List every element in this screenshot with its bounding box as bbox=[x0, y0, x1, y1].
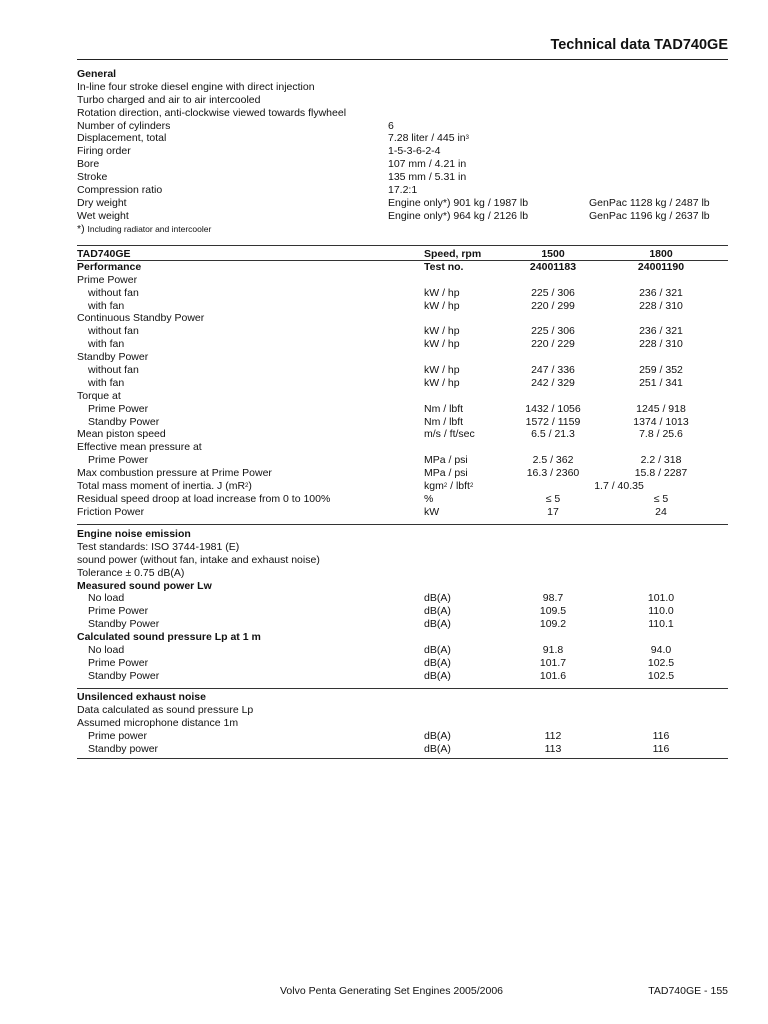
unit-cell: kW / hp bbox=[424, 376, 460, 389]
spec-label: Number of cylinders bbox=[77, 119, 171, 132]
spec-row bbox=[77, 132, 728, 145]
param-label: Prime Power bbox=[88, 605, 149, 618]
param-label: with fan bbox=[88, 299, 125, 312]
unit-cell: % bbox=[424, 492, 434, 505]
subsection-heading: Calculated sound pressure Lp at 1 m bbox=[77, 631, 261, 644]
value-1800: 228 / 310 bbox=[639, 338, 683, 351]
table-row bbox=[77, 592, 728, 605]
unit-cell: kW / hp bbox=[424, 338, 460, 351]
param-label: Standby Power bbox=[88, 618, 160, 631]
value-1500: 247 / 336 bbox=[531, 364, 575, 377]
value-1800: 15.8 / 2287 bbox=[634, 467, 688, 480]
unit-cell: dB(A) bbox=[424, 669, 451, 682]
param-label: No load bbox=[88, 644, 125, 657]
table-row bbox=[77, 467, 728, 480]
param-label: with fan bbox=[88, 338, 125, 351]
inertia-unit-a: kgm bbox=[424, 480, 444, 493]
value-1800: 1374 / 1013 bbox=[633, 415, 689, 428]
value-1500: 225 / 306 bbox=[531, 286, 575, 299]
value-1500: 220 / 299 bbox=[531, 299, 575, 312]
unit-cell: dB(A) bbox=[424, 729, 451, 742]
value-1500: 242 / 329 bbox=[531, 376, 575, 389]
spec-value-text: 17.2:1 bbox=[388, 184, 418, 197]
section-divider bbox=[77, 688, 728, 689]
value-1500: 109.5 bbox=[539, 605, 567, 618]
value-1800: 102.5 bbox=[647, 669, 675, 682]
param-label: Prime power bbox=[88, 729, 147, 742]
footnote-mark: *) bbox=[77, 222, 85, 235]
inertia-label bbox=[77, 480, 252, 492]
table-row bbox=[77, 454, 728, 467]
table-row bbox=[77, 338, 728, 351]
param-label: Torque at bbox=[77, 389, 121, 402]
spec-label: Bore bbox=[77, 158, 100, 171]
footer-publication: Volvo Penta Generating Set Engines 2005/2006 bbox=[280, 985, 504, 997]
noise-section bbox=[77, 528, 728, 683]
table-row bbox=[77, 567, 728, 580]
param-label: Tolerance ± 0.75 dB(A) bbox=[77, 566, 185, 579]
title-divider bbox=[77, 59, 728, 60]
footnote bbox=[77, 223, 728, 236]
table-row bbox=[77, 644, 728, 657]
inertia-unit bbox=[424, 480, 473, 493]
param-label: with fan bbox=[88, 376, 125, 389]
value-1800: 110.0 bbox=[648, 605, 674, 618]
performance-section bbox=[77, 248, 728, 519]
spec-value bbox=[388, 145, 441, 158]
general-line: In-line four stroke diesel engine with direct injection bbox=[77, 80, 315, 93]
param-label: without fan bbox=[88, 286, 139, 299]
spec-value-text: 7.28 liter / 445 in bbox=[388, 132, 466, 145]
value-1800: 259 / 352 bbox=[639, 364, 683, 377]
spec-value-text: Engine only*) 964 kg / 2126 lb bbox=[388, 209, 529, 222]
unit-cell: MPa / psi bbox=[424, 467, 468, 480]
param-label: Standby Power bbox=[88, 669, 160, 682]
value-1500: 1572 / 1159 bbox=[525, 415, 581, 428]
param-label: without fan bbox=[88, 325, 139, 338]
perf-header-row bbox=[77, 248, 728, 261]
unit-cell: Nm / lbft bbox=[424, 415, 464, 428]
section-divider bbox=[77, 758, 728, 759]
unit-cell: dB(A) bbox=[424, 618, 451, 631]
spec-value bbox=[388, 184, 417, 197]
value-1500: 101.6 bbox=[539, 669, 567, 682]
param-label: Max combustion pressure at Prime Power bbox=[77, 467, 272, 480]
table-row bbox=[77, 300, 728, 313]
general-heading: General bbox=[77, 68, 117, 80]
param-label: Prime Power bbox=[88, 656, 149, 669]
inertia-label-sup: 2 bbox=[245, 483, 249, 490]
rpm-1800: 1800 bbox=[649, 248, 673, 260]
subsection-heading: Engine noise emission bbox=[77, 528, 191, 540]
general-line: Rotation direction, anti-clockwise viewed towards flywheel bbox=[77, 106, 347, 119]
unit-cell: dB(A) bbox=[424, 592, 451, 605]
table-row bbox=[77, 580, 728, 593]
param-label: No load bbox=[88, 592, 125, 605]
footer-page-number: TAD740GE - 155 bbox=[648, 985, 728, 997]
table-row bbox=[77, 287, 728, 300]
inertia-row bbox=[77, 480, 728, 493]
table-row bbox=[77, 274, 728, 287]
value-1800: 1245 / 918 bbox=[636, 402, 686, 415]
table-row bbox=[77, 325, 728, 338]
spec-value-text: 135 mm / 5.31 in bbox=[388, 171, 467, 184]
value-1500: ≤ 5 bbox=[545, 492, 561, 505]
rpm-1500: 1500 bbox=[541, 248, 565, 260]
value-1800: 2.2 / 318 bbox=[640, 454, 682, 467]
section-divider bbox=[77, 524, 728, 525]
spec-row bbox=[77, 197, 728, 210]
param-label: Data calculated as sound pressure Lp bbox=[77, 703, 254, 716]
general-section bbox=[77, 68, 728, 236]
value-1500: 17 bbox=[547, 505, 559, 518]
spec-value-text: Engine only*) 901 kg / 1987 lb bbox=[388, 196, 529, 209]
unit-cell: kW bbox=[424, 505, 440, 518]
spec-value bbox=[388, 132, 469, 145]
subsection-heading: Performance bbox=[77, 260, 142, 273]
param-label: Friction Power bbox=[77, 505, 145, 518]
spec-value bbox=[388, 197, 528, 210]
spec-row bbox=[77, 120, 728, 133]
spec-value bbox=[388, 210, 528, 223]
param-label: without fan bbox=[88, 364, 139, 377]
value-1500: 112 bbox=[544, 729, 562, 742]
page-title: Technical data TAD740GE bbox=[550, 37, 728, 53]
unit-cell: MPa / psi bbox=[424, 454, 468, 467]
section-divider bbox=[77, 245, 728, 246]
unit-cell: kW / hp bbox=[424, 364, 460, 377]
table-row bbox=[77, 657, 728, 670]
value-1800: ≤ 5 bbox=[653, 492, 669, 505]
value-1800: 251 / 341 bbox=[639, 376, 683, 389]
value-1500: 1432 / 1056 bbox=[525, 402, 581, 415]
unit-cell: kW / hp bbox=[424, 286, 460, 299]
unit-cell: dB(A) bbox=[424, 605, 451, 618]
table-row bbox=[77, 428, 728, 441]
spec-value-sup: 3 bbox=[465, 135, 469, 142]
inertia-label-text: Total mass moment of inertia. J (mR bbox=[77, 480, 246, 493]
table-row bbox=[77, 631, 728, 644]
param-label: Prime Power bbox=[77, 273, 138, 286]
table-row bbox=[77, 506, 728, 519]
spec-label: Wet weight bbox=[77, 209, 129, 222]
value-1500: 101.7 bbox=[539, 656, 567, 669]
unit-cell: kW / hp bbox=[424, 299, 460, 312]
table-row bbox=[77, 730, 728, 743]
inertia-unit-sup1: 2 bbox=[443, 483, 448, 490]
value-1500: 24001183 bbox=[529, 260, 577, 273]
value-1500: 2.5 / 362 bbox=[532, 454, 574, 467]
subsection-heading: Measured sound power Lw bbox=[77, 579, 212, 592]
table-row bbox=[77, 554, 728, 567]
value-1800: 236 / 321 bbox=[639, 286, 683, 299]
unit-cell: dB(A) bbox=[424, 742, 451, 755]
table-row bbox=[77, 717, 728, 730]
spec-value-text: 6 bbox=[388, 119, 394, 132]
table-row bbox=[77, 377, 728, 390]
subsection-heading: Unsilenced exhaust noise bbox=[77, 691, 206, 703]
table-row bbox=[77, 312, 728, 325]
table-row bbox=[77, 691, 728, 704]
spec-label: Dry weight bbox=[77, 196, 127, 209]
table-row bbox=[77, 605, 728, 618]
table-row bbox=[77, 618, 728, 631]
param-label: Standby Power bbox=[77, 351, 149, 364]
value-1500: 98.7 bbox=[542, 592, 564, 605]
unit-cell: dB(A) bbox=[424, 656, 451, 669]
inertia-unit-b: / lbft bbox=[447, 480, 470, 493]
table-row bbox=[77, 704, 728, 717]
spec-genpac-value: GenPac 1128 kg / 2487 lb bbox=[589, 196, 710, 209]
spec-value bbox=[388, 120, 394, 133]
unit-cell: Nm / lbft bbox=[424, 402, 464, 415]
param-label: Test standards: ISO 3744-1981 (E) bbox=[77, 540, 240, 553]
general-line: Turbo charged and air to air intercooled bbox=[77, 93, 261, 106]
spec-value bbox=[388, 171, 466, 184]
spec-row bbox=[77, 145, 728, 158]
table-row bbox=[77, 541, 728, 554]
table-row bbox=[77, 261, 728, 274]
spec-label: Displacement, total bbox=[77, 132, 167, 145]
value-1800: 24001190 bbox=[637, 260, 685, 273]
unit-cell: Test no. bbox=[424, 260, 464, 273]
value-1500: 220 / 229 bbox=[531, 338, 575, 351]
value-1800: 236 / 321 bbox=[639, 325, 683, 338]
inertia-unit-sup2: 2 bbox=[469, 483, 474, 490]
table-row bbox=[77, 364, 728, 377]
table-row bbox=[77, 351, 728, 364]
param-label: sound power (without fan, intake and exhaust noise) bbox=[77, 553, 320, 566]
unit-cell: dB(A) bbox=[424, 644, 451, 657]
value-1800: 24 bbox=[655, 505, 667, 518]
param-label: Mean piston speed bbox=[77, 428, 166, 441]
spec-genpac-value: GenPac 1196 kg / 2637 lb bbox=[589, 209, 710, 222]
value-1800: 228 / 310 bbox=[639, 299, 683, 312]
table-row bbox=[77, 493, 728, 506]
footnote-text: Including radiator and intercooler bbox=[87, 223, 212, 234]
speed-label: Speed, rpm bbox=[424, 248, 482, 260]
value-1800: 102.5 bbox=[647, 656, 675, 669]
spec-label: Compression ratio bbox=[77, 184, 163, 197]
unit-cell: m/s / ft/sec bbox=[424, 428, 475, 441]
spec-value-text: 1-5-3-6-2-4 bbox=[388, 145, 441, 158]
table-row bbox=[77, 403, 728, 416]
value-1500: 16.3 / 2360 bbox=[526, 467, 580, 480]
spec-row bbox=[77, 184, 728, 197]
spec-value-text: 107 mm / 4.21 in bbox=[388, 158, 467, 171]
inertia-value: 1.7 / 40.35 bbox=[594, 480, 644, 493]
value-1800: 116 bbox=[652, 742, 670, 755]
param-label: Residual speed droop at load increase from 0 to 100% bbox=[77, 492, 331, 505]
param-label: Continuous Standby Power bbox=[77, 312, 205, 325]
model-name: TAD740GE bbox=[77, 248, 131, 260]
value-1500: 109.2 bbox=[539, 618, 567, 631]
param-label: Prime Power bbox=[88, 454, 149, 467]
exhaust-section bbox=[77, 691, 728, 755]
value-1500: 225 / 306 bbox=[531, 325, 575, 338]
table-row bbox=[77, 743, 728, 756]
table-row bbox=[77, 416, 728, 429]
value-1800: 101.0 bbox=[647, 592, 675, 605]
param-label: Standby power bbox=[88, 742, 159, 755]
spec-label: Stroke bbox=[77, 171, 108, 184]
value-1500: 91.8 bbox=[542, 644, 564, 657]
param-label: Prime Power bbox=[88, 402, 149, 415]
table-row bbox=[77, 528, 728, 541]
value-1500: 113 bbox=[544, 742, 562, 755]
value-1800: 7.8 / 25.6 bbox=[639, 428, 683, 441]
value-1800: 94.0 bbox=[650, 644, 672, 657]
table-row bbox=[77, 670, 728, 683]
value-1500: 6.5 / 21.3 bbox=[531, 428, 575, 441]
spec-row bbox=[77, 158, 728, 171]
spec-row bbox=[77, 210, 728, 223]
param-label: Standby Power bbox=[88, 415, 160, 428]
table-row bbox=[77, 390, 728, 403]
inertia-label-end: ) bbox=[248, 480, 252, 493]
param-label: Effective mean pressure at bbox=[77, 441, 202, 454]
spec-label: Firing order bbox=[77, 145, 131, 158]
param-label: Assumed microphone distance 1m bbox=[77, 716, 239, 729]
unit-cell: kW / hp bbox=[424, 325, 460, 338]
value-1800: 110.1 bbox=[648, 618, 674, 631]
table-row bbox=[77, 441, 728, 454]
spec-row bbox=[77, 171, 728, 184]
spec-value bbox=[388, 158, 466, 171]
value-1800: 116 bbox=[652, 729, 670, 742]
